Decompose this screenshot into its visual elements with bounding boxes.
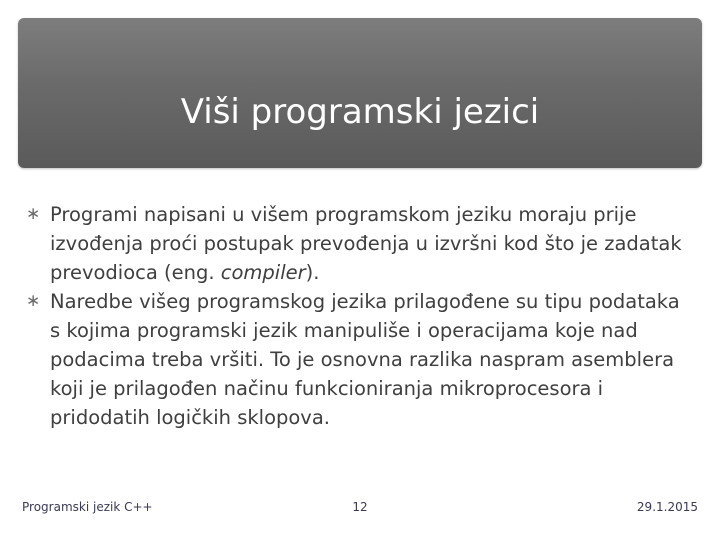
bullet-item — [26, 287, 686, 432]
footer-course-name: Programski jezik C++ — [22, 500, 153, 514]
bullet-marker-icon: ∗ — [26, 204, 41, 224]
slide-content — [26, 200, 686, 432]
footer-page-number: 12 — [352, 500, 368, 514]
slide-title: Viši programski jezici — [180, 92, 540, 132]
bullet-text: Naredbe višeg programskog jezika prilagođene su tipu podataka s kojima programski jezik manipuliše i operacijama koje nad podacima treba vršiti. To je osnovna razlika naspram asemblera koji je prilagođen načinu funkcioniranja mikroprocesora i pridodatih logičkih sklopova. — [50, 290, 680, 429]
bullet-marker-icon: ∗ — [26, 291, 41, 311]
bullet-text-italic: compiler — [220, 261, 306, 284]
bullet-text — [50, 200, 686, 287]
footer-date: 29.1.2015 — [636, 500, 698, 514]
bullet-item — [26, 200, 686, 287]
title-banner — [18, 18, 702, 168]
bullet-text-part: ). — [305, 261, 320, 284]
bullet-text-part: Programi napisani u višem programskom jeziku moraju prije izvođenja proći postupak prevođenja u izvršni kod što je zadatak prevodioca (eng. — [50, 203, 682, 284]
